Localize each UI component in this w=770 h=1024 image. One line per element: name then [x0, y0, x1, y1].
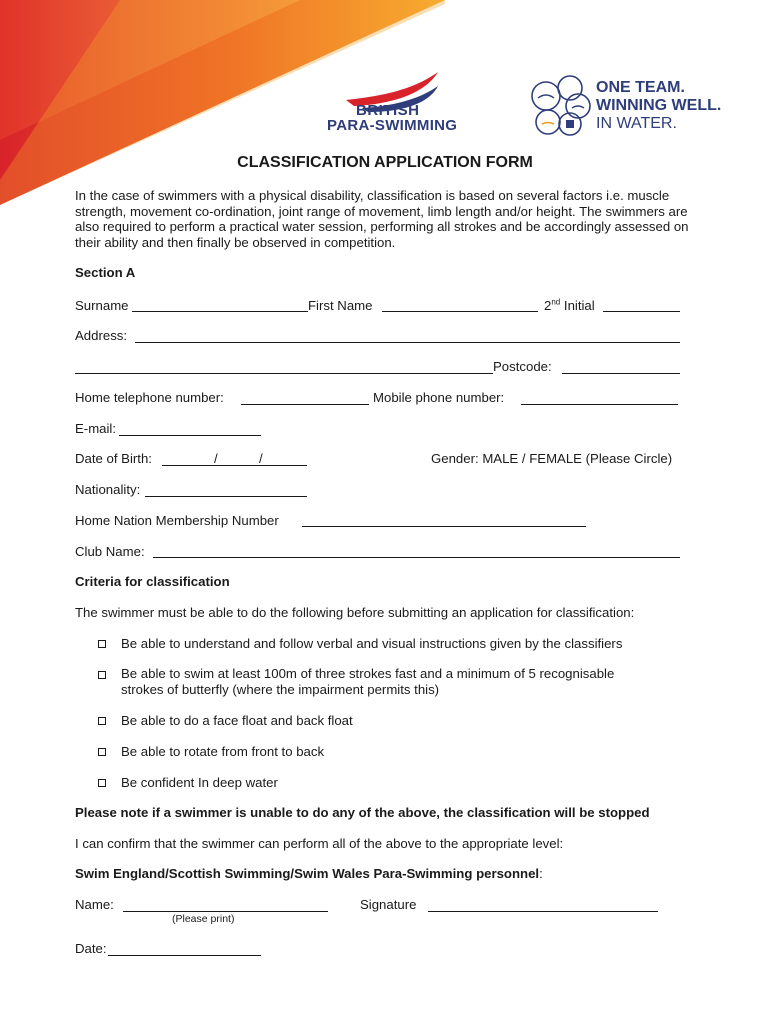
confirm-statement: I can confirm that the swimmer can perform all of the above to the appropriate level: — [75, 836, 564, 851]
date-label: Date: — [75, 941, 107, 956]
surname-field[interactable] — [132, 311, 308, 312]
surname-label: Surname — [75, 298, 129, 313]
dob-label: Date of Birth: — [75, 451, 152, 466]
checkbox-bullet-icon — [98, 640, 106, 648]
second-initial-label: 2nd Initial — [544, 297, 595, 313]
second-initial-field[interactable] — [603, 311, 680, 312]
checkbox-bullet-icon — [98, 717, 106, 725]
criteria-lead: The swimmer must be able to do the following before submitting an application for classification: — [75, 605, 635, 620]
address-field-line2[interactable] — [75, 373, 493, 374]
section-a-heading: Section A — [75, 265, 136, 280]
home-phone-field[interactable] — [241, 404, 369, 405]
home-phone-label: Home telephone number: — [75, 390, 224, 405]
name-field[interactable] — [123, 911, 328, 912]
nationality-label: Nationality: — [75, 482, 141, 497]
dob-separator-1: / — [214, 451, 218, 466]
dob-separator-2: / — [259, 451, 263, 466]
please-print-hint: (Please print) — [172, 913, 235, 925]
postcode-field[interactable] — [562, 373, 680, 374]
criteria-note: Please note if a swimmer is unable to do any of the above, the classification will be stopped — [75, 805, 650, 820]
email-label: E-mail: — [75, 421, 117, 436]
checkbox-bullet-icon — [98, 748, 106, 756]
criteria-item: Be able to swim at least 100m of three strokes fast and a minimum of 5 recognisable — [121, 666, 615, 681]
address-field-line1[interactable] — [135, 342, 680, 343]
nationality-field[interactable] — [145, 496, 307, 497]
intro-paragraph: In the case of swimmers with a physical disability, classification is based on several factors i.e. muscle strength, movement co-ordination, joint range of movement, limb length and/or height. The swimmers are also required to perform a practical water session, performing all strokes and be accordingly assessed on their ability and then finally be observed in competition. — [75, 188, 689, 250]
first-name-field[interactable] — [382, 311, 538, 312]
form-title: CLASSIFICATION APPLICATION FORM — [237, 154, 533, 171]
club-field[interactable] — [153, 557, 680, 558]
first-name-label: First Name — [308, 298, 373, 313]
dob-field[interactable] — [162, 465, 307, 466]
postcode-label: Postcode: — [493, 359, 552, 374]
club-label: Club Name: — [75, 544, 145, 559]
membership-label: Home Nation Membership Number — [75, 513, 279, 528]
logo-right-line1: ONE TEAM. — [596, 79, 685, 96]
logo-left-line1: BRITISH — [356, 102, 420, 119]
checkbox-bullet-icon — [98, 779, 106, 787]
criteria-heading: Criteria for classification — [75, 574, 230, 589]
mobile-phone-label: Mobile phone number: — [373, 390, 505, 405]
logo-right-line2: WINNING WELL. — [596, 97, 722, 114]
signature-field[interactable] — [428, 911, 658, 912]
criteria-item: Be confident In deep water — [121, 775, 278, 790]
criteria-item: Be able to do a face float and back float — [121, 713, 353, 728]
gender-label[interactable]: Gender: MALE / FEMALE (Please Circle) — [431, 451, 673, 466]
signature-label: Signature — [360, 897, 417, 912]
name-label: Name: — [75, 897, 114, 912]
address-label: Address: — [75, 328, 128, 343]
membership-field[interactable] — [302, 526, 586, 527]
date-field[interactable] — [108, 955, 261, 956]
criteria-item: Be able to rotate from front to back — [121, 744, 325, 759]
personnel-heading: Swim England/Scottish Swimming/Swim Wales Para-Swimming personnel: — [75, 866, 543, 881]
criteria-item: Be able to understand and follow verbal and visual instructions given by the classifiers — [121, 636, 623, 651]
mobile-phone-field[interactable] — [521, 404, 678, 405]
logo-right-line3: IN WATER. — [596, 115, 677, 132]
email-field[interactable] — [119, 435, 261, 436]
criteria-item-continued: strokes of butterfly (where the impairment permits this) — [121, 682, 440, 697]
checkbox-bullet-icon — [98, 671, 106, 679]
logo-left-line2: PARA-SWIMMING — [327, 117, 458, 134]
